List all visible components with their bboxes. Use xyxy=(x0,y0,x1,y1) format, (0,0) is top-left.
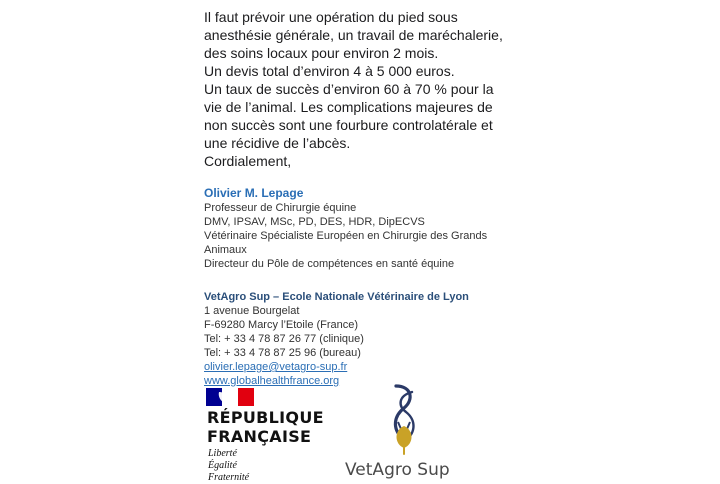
motto-line: Égalité xyxy=(208,460,237,471)
signature-phone: Tel: + 33 4 78 87 25 96 (bureau) xyxy=(204,347,361,359)
message-line: des soins locaux pour environ 2 mois. xyxy=(204,45,439,61)
signature-title-line: DMV, IPSAV, MSc, PD, DES, HDR, DipECVS xyxy=(204,216,425,228)
message-line: Un devis total d’environ 4 à 5 000 euros. xyxy=(204,63,455,79)
message-body xyxy=(204,8,524,170)
republique-motto xyxy=(208,448,249,484)
signature-address-line: F-69280 Marcy l’Etoile (France) xyxy=(204,319,359,331)
message-line: Il faut prévoir une opération du pied sous xyxy=(204,9,458,25)
signature-address-line: 1 avenue Bourgelat xyxy=(204,305,300,317)
republique-title xyxy=(207,408,324,446)
republique-title-line: FRANÇAISE xyxy=(207,427,312,446)
republique-title-line: RÉPUBLIQUE xyxy=(207,408,324,427)
email-link[interactable]: olivier.lepage@vetagro-sup.fr xyxy=(204,361,348,373)
signature-spacer xyxy=(204,271,534,282)
website-link[interactable]: www.globalhealthfrance.org xyxy=(204,375,340,387)
signature-title-line: Animaux xyxy=(204,244,247,256)
message-line: non succès sont une fourbure controlatérale et xyxy=(204,117,493,133)
signature-organization: VetAgro Sup – Ecole Nationale Vétérinaire de Lyon xyxy=(204,291,469,303)
message-line: anesthésie générale, un travail de maréchalerie, xyxy=(204,27,503,43)
vetagro-sup-logo xyxy=(340,382,480,480)
signature-name: Olivier M. Lepage xyxy=(204,186,304,200)
message-closing: Cordialement, xyxy=(204,153,292,169)
message-line: Un taux de succès d’environ 60 à 70 % pour la xyxy=(204,81,494,97)
signature-title-line: Directeur du Pôle de compétences en santé équine xyxy=(204,258,455,270)
republique-francaise-logo xyxy=(206,386,326,483)
marianne-flag-icon xyxy=(206,388,254,406)
signature-phone: Tel: + 33 4 78 87 26 77 (clinique) xyxy=(204,333,364,345)
message-line: une récidive de l’abcès. xyxy=(204,135,351,151)
vetagro-wordmark: VetAgro Sup xyxy=(345,460,450,480)
motto-line: Liberté xyxy=(208,448,237,459)
signature-title-line: Vétérinaire Spécialiste Européen en Chirurgie des Grands xyxy=(204,230,488,242)
signature-title-line: Professeur de Chirurgie équine xyxy=(204,202,357,214)
motto-line: Fraternité xyxy=(208,472,250,483)
message-line: vie de l’animal. Les complications majeures de xyxy=(204,99,493,115)
email-signature xyxy=(204,186,534,388)
vetagro-emblem-icon xyxy=(384,382,424,456)
